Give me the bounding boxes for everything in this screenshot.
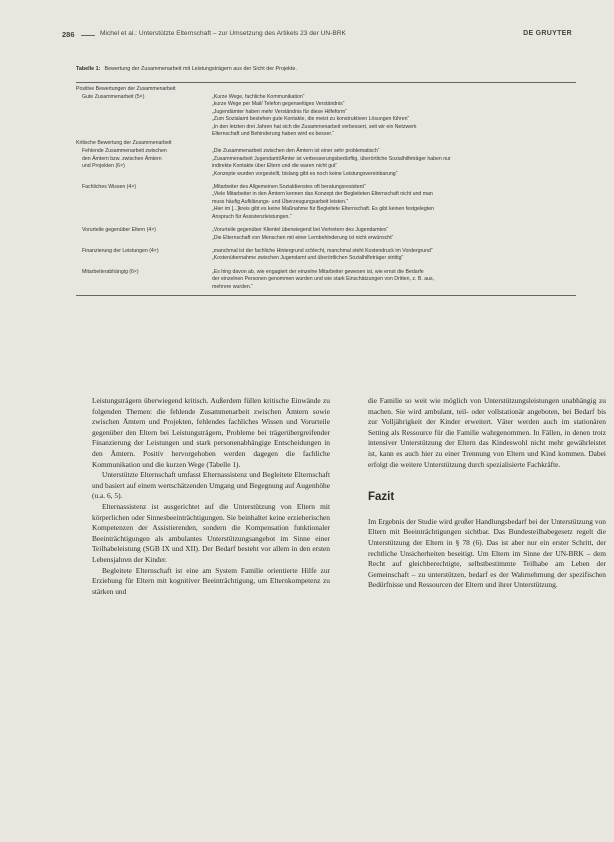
table-row xyxy=(76,248,576,263)
table-category: Mitarbeiterabhängig (6×) xyxy=(82,268,139,275)
table-label: Tabelle 1: xyxy=(76,66,101,72)
table-quote: „In den letzten drei Jahren hat sich die Zusammenarbeit verbessert, seit wir ein Netzwerk Elternschaft und Behinderung haben wird es besser.“ xyxy=(212,123,417,138)
table-category: Fachliches Wissen (4×) xyxy=(82,184,137,191)
right-paragraphs xyxy=(368,396,606,470)
body-paragraph: die Familie so weit wie möglich von Unterstützungsleistungen unabhängig zu machen. Sie wird ambulant, teil- oder vollstationär angeboten, bei Bedarf bis zur Volljährigkeit der Kinder erweitert. Väter werden auch im stationären Setting als Ressource für die Familie wahrgenommen. In Fällen, in denen trotz intensiver Unterstützung der Eltern das Kindeswohl nicht mehr gewährleistet ist, kann es auch hier zu einer Trennung von Eltern und Kind kommen. Dabei erfolgt die weitere Unterstützung durch spezialisierte Fachkräfte. xyxy=(368,396,606,469)
table-category: Gute Zusammenarbeit (5×) xyxy=(82,94,145,100)
table-section-title: Kritische Bewertung der Zusammenarbeit xyxy=(76,140,172,147)
table-quote: „Hier im [...]kreis gibt es keine Maßnahme für Begleitete Elternschaft. Es gibt keinen festgelegten Anspruch für Assistenzleistungen.“ xyxy=(212,206,435,220)
table-quote: „Es hing davon ab, wie engagiert der einzelne Mitarbeiter gewesen ist, wie ernst die Bedarfe der einzelnen Personen genommen wurden und wie stark Einschätzungen von Dritten, z. B. aus, mehrere wurden.“ xyxy=(212,268,435,290)
left-column xyxy=(92,396,330,597)
table-row xyxy=(76,227,576,242)
body-paragraph: Unterstützte Elternschaft umfasst Elternassistenz und Begleitete Elternschaft und basiert auf einem wertschätzenden Umgang und Begegnung auf Augenhöhe (u.a. 6, 5). xyxy=(92,470,330,501)
table-quote: „Mitarbeiter des Allgemeinen Sozialdienstes oft beratungsresistent“ xyxy=(212,184,366,191)
table-quote: „Zusammenarbeit Jugendamt/Ämter ist verbesserungsbedürftig, überörtliche Sozialhilfeträger haben nur indirekte Kontakte über Eltern und die waren nicht gut“ xyxy=(212,155,451,170)
table-section-title: Positive Bewertungen der Zusammenarbeit xyxy=(76,86,176,92)
page-number: 286 xyxy=(62,30,75,39)
running-header xyxy=(62,30,572,42)
table-quote: „Kostenübernahme zwischen Jugendamt und überörtlichen Sozialhilfeträger strittig“ xyxy=(212,255,404,262)
table-quotes xyxy=(212,269,576,291)
table-quote: „Vorurteile gegenüber Klientel überwiegend bei Vertretern des Jugendamtes“ xyxy=(212,227,389,234)
running-title: Michel et al.: Unterstützte Elternschaft – zur Umsetzung des Artikels 23 der UN-BRK xyxy=(100,30,346,37)
table-quote: „Kurze Wege, fachliche Kommunikation“ xyxy=(212,94,305,100)
table-caption xyxy=(76,66,574,72)
body-paragraph: Begleitete Elternschaft ist eine am System Familie orientierte Hilfe zur Erziehung für Eltern mit kognitiver Beeinträchtigung, um Elternkompetenz zu stärken und xyxy=(92,565,330,596)
table-category: Fehlende Zusammenarbeit zwischen den Ämtern bzw. zwischen Ämtern und Projekten (6×) xyxy=(82,148,167,170)
table-quotes xyxy=(212,184,576,221)
table-quote: „kurze Wege per Mail/ Telefon gegenseitiges Verständnis“ xyxy=(212,101,345,108)
table-category: Vorurteile gegenüber Eltern (4×) xyxy=(82,227,156,234)
table-quote: „Konzepte wurden vorgestellt, bislang gibt es noch keine Leistungsvereinbarung“ xyxy=(212,170,398,177)
body-paragraph: Leistungsträgern überwiegend kritisch. Außerdem füllen kritische Einwände zu folgenden Themen: die fehlende Zusammenarbeit zwischen Ämtern sowie zwischen Ämtern und Projekten, fehlendes fachliches Wissen und Vorurteile gegenüber den Eltern bei Leistungsträgern, Probleme bei trägerübergreifender Finanzierung der Leistungen und stark personenabhängige Entscheidungen in den Ämtern. Positiv hervorgehoben werden dagegen die fachliche Kommunikation und die kurzen Wege (Tabelle 1). xyxy=(92,396,330,469)
table-quote: „Die Elternschaft von Menschen mit einer Lernbehinderung ist nicht erwünscht“ xyxy=(212,234,394,241)
fazit-paragraphs xyxy=(368,517,606,591)
fazit-heading: Fazit xyxy=(368,491,395,504)
publisher-logo: DE GRUYTER xyxy=(523,30,572,37)
table-quote: „Jugendämter haben mehr Verständnis für diese Hilfeform“ xyxy=(212,108,347,115)
table-quote: „Die Zusammenarbeit zwischen den Ämtern ist einer sehr problematisch“ xyxy=(212,148,380,155)
body-paragraph: Elternassistenz ist ausgerichtet auf die Unterstützung von Eltern mit körperlichen oder Sinnesbeeinträchtigungen. Sie beinhaltet keine erzieherischen Kompetenzen der Assistierenden, sondern die Kompensation funktionaler Beeinträchtigungen als ambulantes Unterstützungsangebot im Sinne einer Teilhabeleistung (SGB IX und XII). Der Bedarf besteht vor allem in den ersten Lebensjahren der Kinder. xyxy=(92,501,330,564)
right-column xyxy=(368,396,606,591)
table-row xyxy=(76,94,576,138)
table-row xyxy=(76,184,576,221)
table-quotes xyxy=(212,94,576,138)
table-caption-text: Bewertung der Zusammenarbeit mit Leistungsträgern aus der Sicht der Projekte. xyxy=(104,66,297,72)
table-row xyxy=(76,269,576,291)
header-rule xyxy=(81,35,95,36)
evaluation-table xyxy=(76,82,576,296)
table-row xyxy=(76,148,576,178)
table-quotes xyxy=(212,227,576,242)
table-category: Finanzierung der Leistungen (4×) xyxy=(82,247,159,254)
table-quote: „Zum Sozialamt bestehen gute Kontakte, die meist zu konstruktiven Lösungen führen“ xyxy=(212,116,410,123)
table-quote: „manchmal ist der fachliche Hintergrund schlecht, manchmal steht Kostendruck im Vordergrund“ xyxy=(212,247,433,254)
table-quotes xyxy=(212,248,576,263)
fazit-paragraph: Im Ergebnis der Studie wird großer Handlungsbedarf bei der Unterstützung von Eltern mit Beeinträchtigungen sichtbar. Das Bundesteilhabegesetz regelt die Unterstützung der Eltern in § 78 (6). Das ist aber nur ein erster Schritt, der rechtliche Unsicherheiten beseitigt. Um Eltern im Sinne der UN-BRK – dem Recht auf gleichberechtigte, selbstbestimmte Teilhabe am Leben der Gemeinschaft – zu unterstützen, bedarf es der Wahrnehmung der spezifischen Bedürfnisse und Ressourcen der Eltern und ihrer Unterstützung. xyxy=(368,516,606,590)
table-quotes xyxy=(212,148,576,178)
table-quote: „Viele Mitarbeiter in den Ämtern kennen das Konzept der Begleiteten Elternschaft nicht und man muss häufig Aufklärungs- und Überzeugungsarbeit leisten.“ xyxy=(212,191,433,205)
